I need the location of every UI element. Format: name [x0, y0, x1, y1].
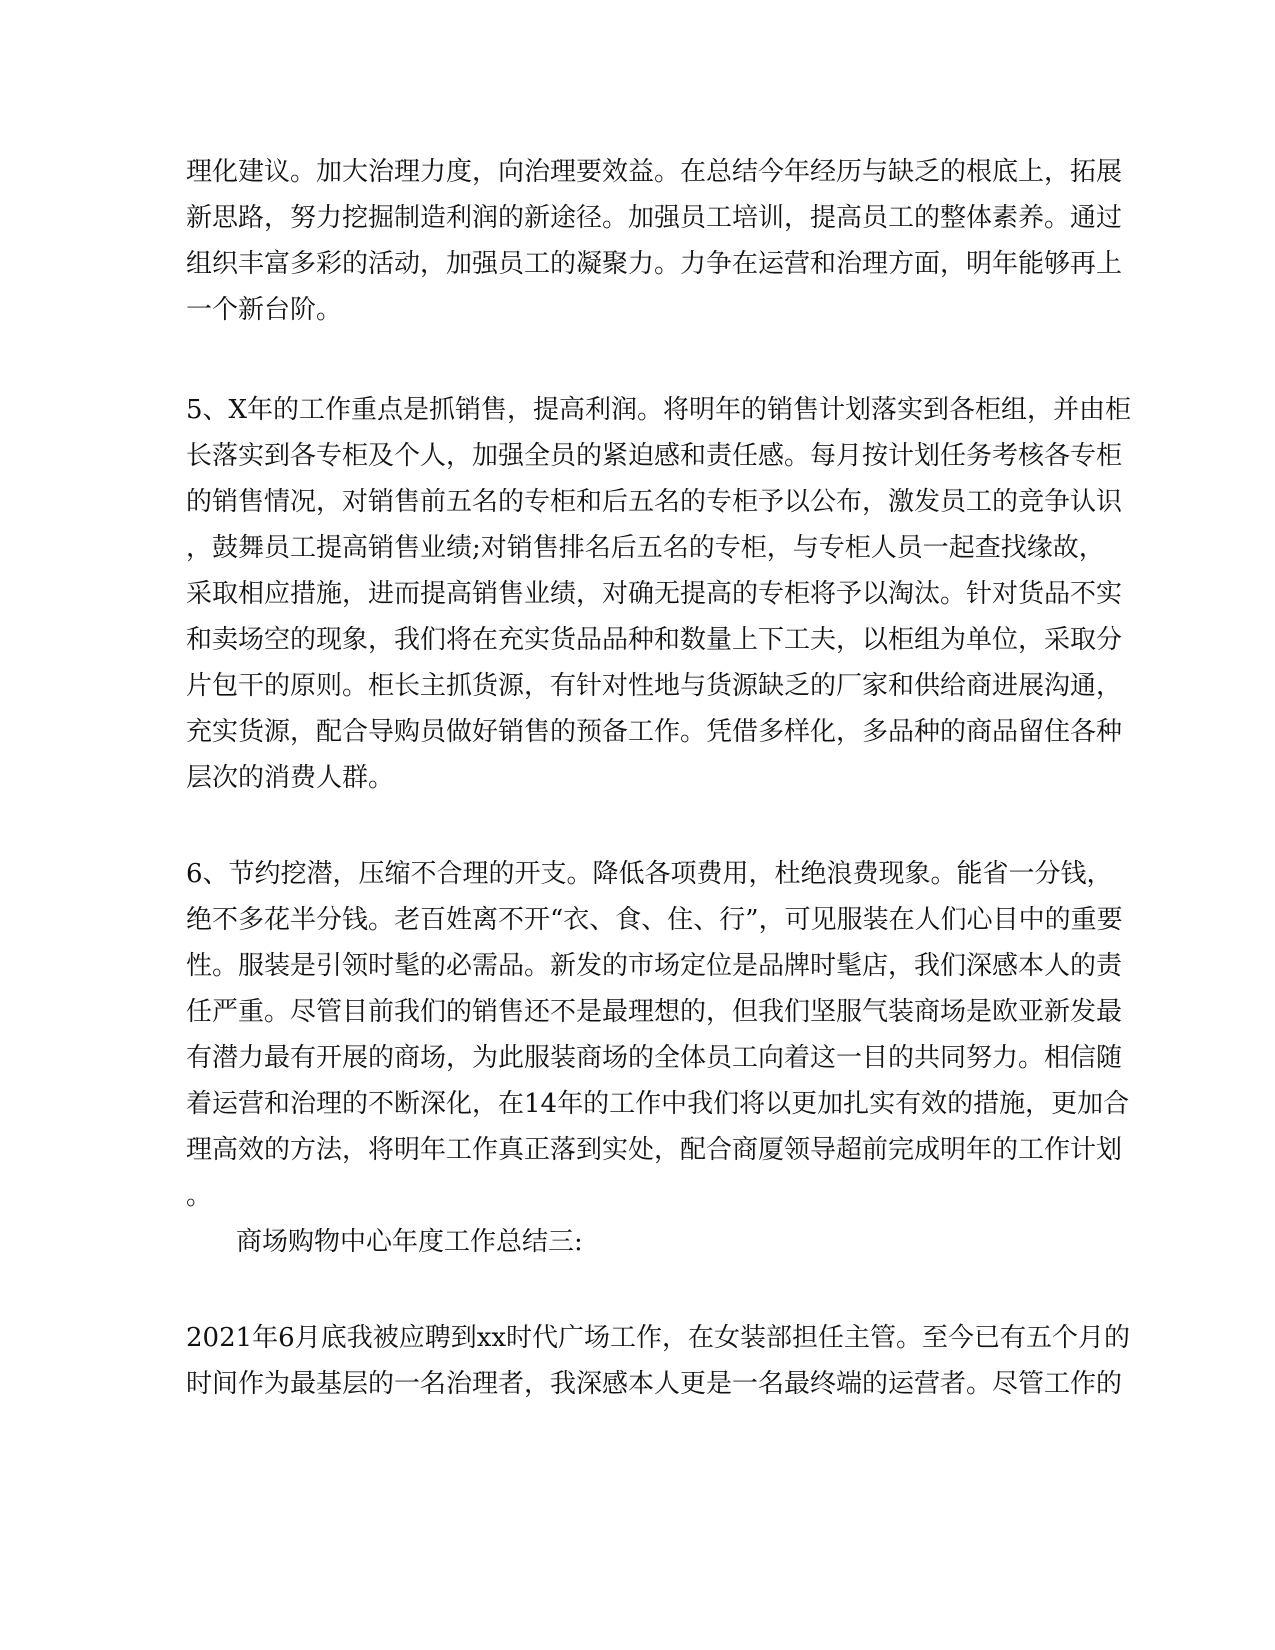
paragraph-line: 时间作为最基层的一名治理者，我深感本人更是一名最终端的运营者。尽管工作的: [186, 1369, 1123, 1399]
paragraph-line: 绝不多花半分钱。老百姓离不开“衣、食、住、行”，可见服装在人们心目中的重要: [186, 905, 1123, 935]
paragraph-line: 新思路，努力挖掘制造利润的新途径。加强员工培训，提高员工的整体素养。通过: [186, 203, 1123, 233]
paragraph-line: 有潜力最有开展的商场，为此服装商场的全体员工向着这一目的共同努力。相信随: [186, 1043, 1123, 1073]
paragraph-line: 2021年6月底我被应聘到xx时代广场工作，在女装部担任主管。至今已有五个月的: [186, 1323, 1131, 1353]
paragraph-line: 采取相应措施，进而提高销售业绩，对确无提高的专柜将予以淘汰。针对货品不实: [186, 579, 1123, 609]
paragraph-line: 的销售情况，对销售前五名的专柜和后五名的专柜予以公布，激发员工的竞争认识: [186, 487, 1123, 517]
paragraph-line: 5、X年的工作重点是抓销售，提高利润。将明年的销售计划落实到各柜组，并由柜: [186, 395, 1132, 425]
paragraph-line: 6、节约挖潜，压缩不合理的开支。降低各项费用，杜绝浪费现象。能省一分钱，: [186, 859, 1113, 889]
paragraph-line: ，鼓舞员工提高销售业绩;对销售排名后五名的专柜，与专柜人员一起查找缘故，: [186, 533, 1105, 563]
paragraph-line: 片包干的原则。柜长主抓货源，有针对性地与货源缺乏的厂家和供给商进展沟通，: [186, 671, 1123, 701]
paragraph-line: 任严重。尽管目前我们的销售还不是最理想的，但我们坚服气装商场是欧亚新发最: [186, 997, 1123, 1027]
paragraph-line: 组织丰富多彩的活动，加强员工的凝聚力。力争在运营和治理方面，明年能够再上: [186, 249, 1123, 279]
paragraph-line: 着运营和治理的不断深化，在14年的工作中我们将以更加扎实有效的措施，更加合: [186, 1089, 1130, 1119]
paragraph-line: 一个新台阶。: [186, 295, 343, 325]
paragraph-line: 。: [186, 1181, 213, 1211]
paragraph-line: 性。服装是引领时髦的必需品。新发的市场定位是品牌时髦店，我们深感本人的责: [186, 951, 1123, 981]
paragraph-line: 充实货源，配合导购员做好销售的预备工作。凭借多样化，多品种的商品留住各种: [186, 717, 1123, 747]
paragraph-line: 层次的消费人群。: [186, 763, 395, 793]
paragraph-line: 长落实到各专柜及个人，加强全员的紧迫感和责任感。每月按计划任务考核各专柜: [186, 441, 1123, 471]
paragraph-line: 理化建议。加大治理力度，向治理要效益。在总结今年经历与缺乏的根底上，拓展: [186, 157, 1123, 187]
paragraph-line: 理高效的方法，将明年工作真正落到实处，配合商厦领导超前完成明年的工作计划: [186, 1135, 1123, 1165]
paragraph-line: 和卖场空的现象，我们将在充实货品品种和数量上下工夫，以柜组为单位，采取分: [186, 625, 1123, 655]
section-heading: 商场购物中心年度工作总结三:: [236, 1227, 583, 1257]
